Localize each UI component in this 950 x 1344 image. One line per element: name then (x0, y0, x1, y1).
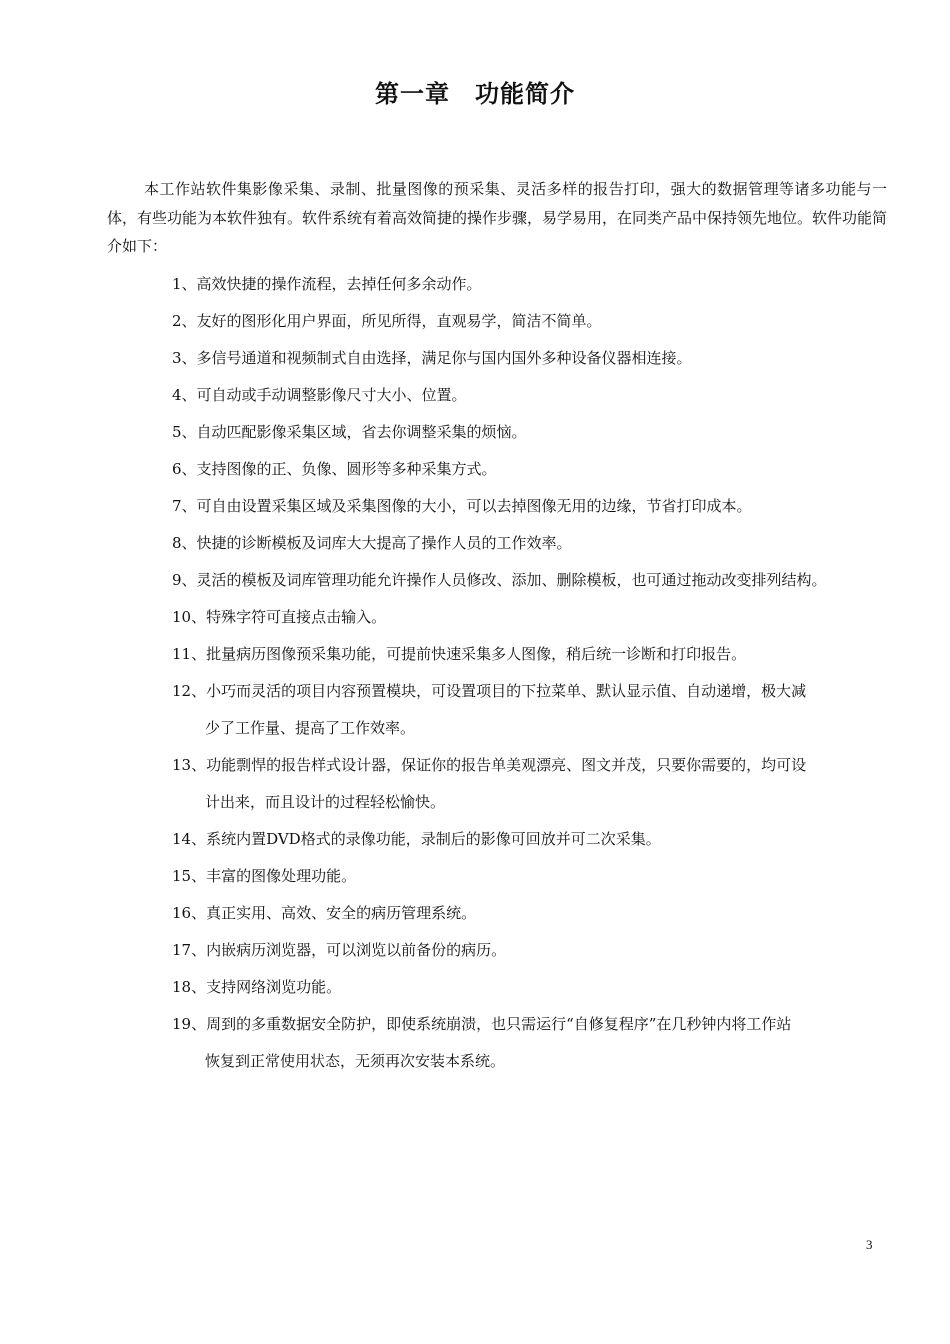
page-number: 3 (866, 1237, 873, 1252)
feature-item-text: 5、自动匹配影像采集区域，省去你调整采集的烦恼。 (172, 423, 527, 441)
feature-item (172, 599, 888, 636)
feature-item (172, 747, 888, 821)
feature-item (172, 1006, 888, 1080)
feature-item-text: 18、支持网络浏览功能。 (172, 978, 342, 996)
feature-item-text: 19、周到的多重数据安全防护，即使系统崩溃，也只需运行“自修复程序”在几秒钟内将工作站 (172, 1015, 792, 1033)
feature-item (172, 636, 888, 673)
feature-item (172, 673, 888, 747)
feature-item (172, 303, 888, 340)
feature-item-continuation: 恢复到正常使用状态，无须再次安装本系统。 (205, 1052, 506, 1070)
feature-item-text: 4、可自动或手动调整影像尺寸大小、位置。 (172, 386, 467, 404)
feature-list (172, 266, 888, 1080)
feature-item-text: 15、丰富的图像处理功能。 (172, 867, 357, 885)
feature-item-text: 6、支持图像的正、负像、圆形等多种采集方式。 (172, 460, 497, 478)
feature-item (172, 488, 888, 525)
feature-item (172, 266, 888, 303)
feature-item-continuation: 少了工作量、提高了工作效率。 (205, 719, 416, 737)
feature-item-text: 16、真正实用、高效、安全的病历管理系统。 (172, 904, 477, 922)
feature-item (172, 377, 888, 414)
feature-item (172, 562, 888, 599)
feature-item (172, 340, 888, 377)
feature-item (172, 858, 888, 895)
feature-item-text: 8、快捷的诊断模板及词库大大提高了操作人员的工作效率。 (172, 534, 572, 552)
chapter-title: 第一章 功能简介 (375, 80, 575, 108)
feature-item-text: 13、功能剽悍的报告样式设计器，保证你的报告单美观漂亮、图文并茂，只要你需要的，均可设 (172, 756, 807, 774)
feature-item-text: 11、批量病历图像预采集功能，可提前快速采集多人图像，稍后统一诊断和打印报告。 (172, 645, 747, 663)
feature-item-text: 7、可自由设置采集区域及采集图像的大小，可以去掉图像无用的边缘，节省打印成本。 (172, 497, 752, 515)
feature-item-text: 1、高效快捷的操作流程，去掉任何多余动作。 (172, 275, 482, 293)
feature-item-continuation: 计出来，而且设计的过程轻松愉快。 (205, 793, 446, 811)
feature-item-text: 10、特殊字符可直接点击输入。 (172, 608, 387, 626)
feature-item-text: 9、灵活的模板及词库管理功能允许操作人员修改、添加、删除模板，也可通过拖动改变排列结构。 (172, 571, 827, 589)
feature-item-text: 14、系统内置DVD格式的录像功能，录制后的影像可回放并可二次采集。 (172, 830, 661, 848)
intro-paragraph: 本工作站软件集影像采集、录制、批量图像的预采集、灵活多样的报告打印，强大的数据管理等诸多功能与一体，有些功能为本软件独有。软件系统有着高效简捷的操作步骤，易学易用，在同类产品中保持领先地位。软件功能简介如下： (107, 180, 888, 255)
feature-item (172, 525, 888, 562)
feature-item-text: 2、友好的图形化用户界面，所见所得，直观易学，简洁不简单。 (172, 312, 602, 330)
feature-item (172, 414, 888, 451)
feature-item (172, 895, 888, 932)
feature-item-text: 12、小巧而灵活的项目内容预置模块，可设置项目的下拉菜单、默认显示值、自动递增，极大减 (172, 682, 807, 700)
feature-item (172, 451, 888, 488)
feature-item-text: 3、多信号通道和视频制式自由选择，满足你与国内国外多种设备仪器相连接。 (172, 349, 692, 367)
feature-item (172, 821, 888, 858)
feature-item-text: 17、内嵌病历浏览器，可以浏览以前备份的病历。 (172, 941, 507, 959)
feature-item (172, 932, 888, 969)
feature-item (172, 969, 888, 1006)
